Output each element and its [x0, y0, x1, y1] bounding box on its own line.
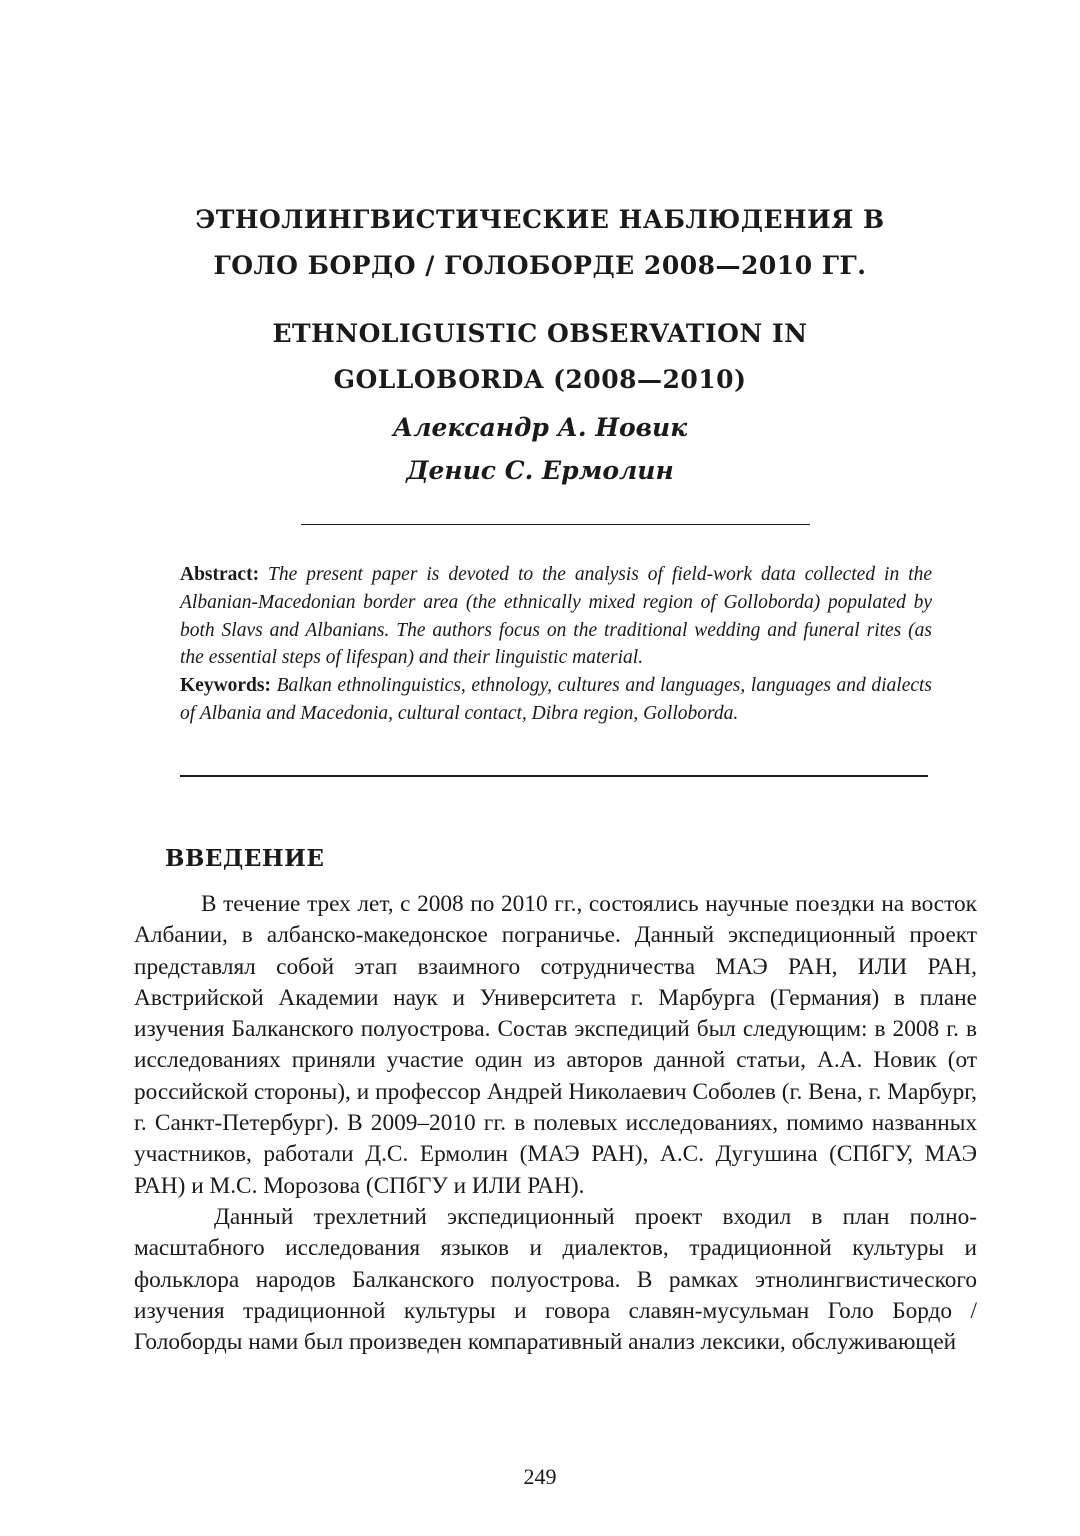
keywords-label: Keywords:: [180, 675, 271, 697]
paragraph: Данный трехлетний экспедиционный проект входил в план полно-масштабного исследования языков и диалектов, традиционной культуры и фольклора народов Балканского полуострова. В рамках этнолингвистического изучения традиционной культуры и говора славян-мусульман Голо Бордо / Голоборды нами был произведен компаративный анализ лексики, обслуживающей: [134, 1203, 977, 1356]
author-name: Александр А. Новик: [392, 413, 688, 442]
title-english-line-1: ETHNOLIGUISTIC OBSERVATION IN: [272, 319, 808, 348]
title-divider: [301, 524, 810, 525]
title-russian-line-1: ЭТНОЛИНГВИСТИЧЕСКИЕ НАБЛЮДЕНИЯ В: [195, 205, 885, 234]
author-name: Денис С. Ермолин: [406, 456, 674, 485]
paragraph: В течение трех лет, с 2008 по 2010 гг., состоялись научные поездки на восток Албании, в албанско-македонское пограничье. Данный экспедиционный проект представлял собой этап взаимного сотрудничества МАЭ РАН, ИЛИ РАН, Австрийской Академии наук и Университета г. Марбурга (Германия) в плане изучения Балканского полуострова. Состав экспедиций был следующим: в 2008 г. в исследованиях приняли участие один из авторов данной статьи, А.А. Новик (от российской стороны), и профессор Андрей Николаевич Соболев (г. Вена, г. Марбург, г. Санкт-Петербург). В 2009–2010 гг. в полевых исследованиях, помимо названных участников, работали Д.С. Ермолин (МАЭ РАН), А.С. Дугушина (СПбГУ, МАЭ РАН) и М.С. Морозова (СПбГУ и ИЛИ РАН).: [134, 891, 977, 1199]
title-english-line-2: GOLLOBORDA (2008—2010): [333, 365, 747, 394]
author-list: [0, 406, 1080, 492]
page-number: 249: [523, 1464, 557, 1489]
keywords-text: Balkan ethnolinguistics, ethnology, cultures and languages, languages and dialects of Albania and Macedonia, cultural contact, Dibra region, Golloborda.: [180, 675, 933, 724]
title-russian-line-2: ГОЛО БОРДО / ГОЛОБОРДЕ 2008—2010 ГГ.: [213, 251, 867, 280]
abstract: [180, 561, 932, 672]
title-russian: [0, 197, 1080, 289]
title-english: [0, 311, 1080, 403]
abstract-block: [180, 561, 932, 728]
section-heading: ВВЕДЕНИЕ: [165, 845, 325, 872]
abstract-label: Abstract:: [180, 564, 260, 585]
abstract-divider: [180, 775, 928, 777]
abstract-text: The present paper is devoted to the analysis of field-work data collected in the Albanian-Macedonian border area (the ethnically mixed region of Golloborda) populated by both Slavs and Albanians. The authors focus on the traditional wedding and funeral rites (as the essential steps of lifespan) and their linguistic material.: [180, 564, 933, 669]
body-text: [134, 889, 977, 1358]
keywords: [180, 672, 932, 728]
